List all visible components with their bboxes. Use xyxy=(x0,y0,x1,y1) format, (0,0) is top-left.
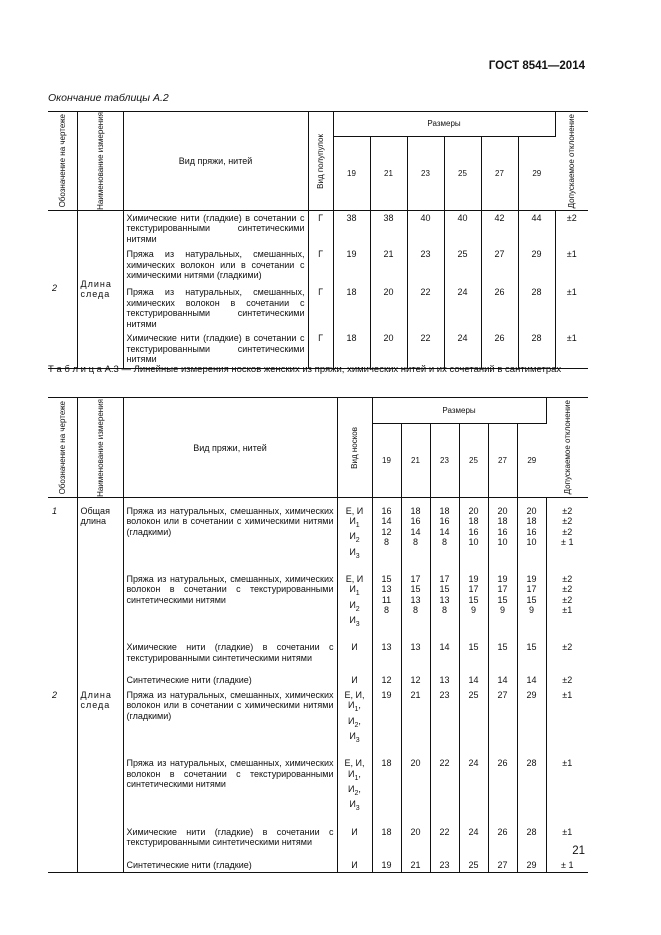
size-value: 16 xyxy=(410,516,421,526)
col-dop-header: Допускаемое отклонение xyxy=(555,112,588,211)
size-value: 16 xyxy=(497,526,508,537)
sock-type: $И_1$ xyxy=(349,516,360,529)
size-value: 18 xyxy=(333,331,370,368)
yarn-type-cell: Химические нити (гладкие) в сочетании с текстурированными синтетическими нитями xyxy=(123,210,308,247)
size-value-cell xyxy=(459,756,488,824)
size-value: 12 xyxy=(381,675,392,686)
size-value-cell xyxy=(430,572,459,640)
size-value: 9 xyxy=(499,605,505,616)
size-value: 17 xyxy=(410,573,421,584)
size-value: 20 xyxy=(410,758,421,769)
size-value: 20 xyxy=(370,285,407,331)
yarn-type-cell: Синтетические нити (гладкие) xyxy=(123,858,337,873)
size-value-cell xyxy=(430,756,459,824)
tolerance-value: ±1 xyxy=(562,689,573,700)
size-value: 19 xyxy=(526,573,537,584)
table-row xyxy=(48,210,588,247)
sock-type-cell xyxy=(337,673,372,688)
sock-type-cell xyxy=(337,858,372,873)
size-header: 25 xyxy=(459,424,488,498)
size-value: 23 xyxy=(407,247,444,285)
yarn-type-cell: Синтетические нити (гладкие) xyxy=(123,673,337,688)
size-value: 15 xyxy=(410,584,421,595)
size-value-cell xyxy=(401,504,430,572)
col-oznach-header: Обозначение на чертеже xyxy=(48,112,77,211)
col-dop-header: Допускаемое отклонение xyxy=(546,398,588,498)
size-value-cell xyxy=(459,504,488,572)
size-value-cell xyxy=(488,640,517,673)
size-value-cell xyxy=(372,688,401,756)
size-header: 23 xyxy=(430,424,459,498)
size-value: 40 xyxy=(407,210,444,247)
size-value: 8 xyxy=(383,537,389,547)
table-row xyxy=(48,331,588,368)
size-value: 10 xyxy=(468,537,479,547)
sock-type: $И_2$, xyxy=(348,715,361,729)
document-code: ГОСТ 8541—2014 xyxy=(488,60,585,72)
sock-type: Е, И xyxy=(345,573,364,584)
tolerance-value: ±2 xyxy=(562,594,573,605)
size-value-cell xyxy=(372,673,401,688)
size-value: 11 xyxy=(381,594,392,605)
size-value: 19 xyxy=(468,573,479,584)
size-value-cell xyxy=(488,673,517,688)
size-value: 8 xyxy=(441,605,447,616)
size-value: 15 xyxy=(468,594,479,605)
size-value: 27 xyxy=(497,859,508,870)
size-value-cell xyxy=(459,572,488,640)
size-value: 20 xyxy=(526,505,537,516)
table-row xyxy=(48,858,588,873)
size-value: 15 xyxy=(468,642,479,653)
size-value-cell xyxy=(488,504,517,572)
size-value: 12 xyxy=(381,526,392,537)
size-value: 26 xyxy=(481,331,518,368)
size-value: 22 xyxy=(407,331,444,368)
sock-type: $И_2$, xyxy=(348,783,361,797)
size-value: 14 xyxy=(497,675,508,686)
polupulok-type-cell: Г xyxy=(308,285,333,331)
table-row xyxy=(48,825,588,858)
size-value-cell xyxy=(488,825,517,858)
tolerance-cell xyxy=(546,858,588,873)
size-header: 27 xyxy=(488,424,517,498)
size-value: 15 xyxy=(439,584,450,595)
size-value: 21 xyxy=(410,859,421,870)
size-value: 21 xyxy=(410,689,421,700)
size-value-cell xyxy=(401,640,430,673)
oznach-cell: 1 xyxy=(48,504,77,688)
tolerance-cell: ±1 xyxy=(566,249,577,260)
size-value: 18 xyxy=(333,285,370,331)
size-value: 15 xyxy=(497,642,508,653)
size-value-cell xyxy=(488,688,517,756)
size-value: 8 xyxy=(441,537,447,547)
size-value: 24 xyxy=(468,758,479,769)
oznach-cell: 2 xyxy=(48,688,77,873)
col-vidtype-header: Вид полупулок xyxy=(308,112,333,211)
tolerance-value: ±1 xyxy=(562,826,573,837)
size-value: 13 xyxy=(381,584,392,595)
sock-type-cell xyxy=(337,688,372,756)
size-value-cell xyxy=(488,858,517,873)
size-value: 16 xyxy=(468,526,479,537)
table2-caption: Т а б л и ц а А.3 — Линейные измерения носков женских из пряжи, химических нитей и их сочетаний в сантиметрах xyxy=(48,364,562,375)
size-value-cell xyxy=(401,572,430,640)
yarn-type-cell: Пряжа из натуральных, смешанных, химических волокон или в сочетании с химическими нитями (гладкими) xyxy=(123,504,337,572)
size-value: 15 xyxy=(497,594,508,605)
tolerance-cell xyxy=(546,640,588,673)
yarn-type-cell: Пряжа из натуральных, смешанных, химических волокон или в сочетании с химическими нитями (гладкими) xyxy=(123,247,308,285)
size-value: 17 xyxy=(439,573,450,584)
size-value: 8 xyxy=(412,537,418,547)
size-value: 28 xyxy=(526,826,537,837)
sock-type-cell xyxy=(337,504,372,572)
size-value: 9 xyxy=(470,605,476,616)
tolerance-value: ±2 xyxy=(562,526,573,537)
size-value: 23 xyxy=(439,859,450,870)
size-header: 25 xyxy=(444,136,481,210)
col-naim-header: Наименование измерения xyxy=(77,398,123,498)
col-vid-header: Вид пряжи, нитей xyxy=(123,398,337,498)
size-header: 19 xyxy=(333,136,370,210)
size-value-cell xyxy=(517,504,546,572)
sock-type: $И_1$, xyxy=(348,768,361,782)
size-value: 20 xyxy=(468,505,479,516)
size-value: 19 xyxy=(497,573,508,584)
col-vidtype-header: Вид носков xyxy=(337,398,372,498)
size-value: 38 xyxy=(333,210,370,247)
sock-type: И xyxy=(351,859,358,870)
tolerance-value: ±2 xyxy=(562,516,573,526)
size-value: 9 xyxy=(529,605,535,616)
size-header: 21 xyxy=(401,424,430,498)
size-value-cell xyxy=(372,756,401,824)
yarn-type-cell: Пряжа из натуральных, смешанных, химических волокон или в сочетании с химическими нитями (гладкими) xyxy=(123,688,337,756)
size-value: 16 xyxy=(381,505,392,516)
size-value-cell xyxy=(488,756,517,824)
sock-type: $И_2$ xyxy=(349,531,360,545)
sock-type: $И_1$ xyxy=(349,584,360,598)
size-value: 27 xyxy=(481,247,518,285)
size-value: 8 xyxy=(412,605,418,616)
size-value: 18 xyxy=(526,516,537,526)
sock-type: И xyxy=(351,826,358,837)
size-value-cell xyxy=(430,504,459,572)
sock-type: Е, И, xyxy=(344,689,365,700)
size-value: 14 xyxy=(381,516,392,526)
size-value-cell xyxy=(372,572,401,640)
size-value-cell xyxy=(372,640,401,673)
col-oznach-header: Обозначение на чертеже xyxy=(48,398,77,498)
size-value: 19 xyxy=(381,689,392,700)
tolerance-value: ±1 xyxy=(562,605,573,616)
name-cell: Длина следа xyxy=(77,210,123,368)
size-value: 20 xyxy=(497,505,508,516)
sock-type: $И_3$ xyxy=(349,799,360,813)
size-value: 24 xyxy=(444,285,481,331)
table-row xyxy=(48,688,588,756)
table-row xyxy=(48,504,588,572)
sizes-header: Размеры xyxy=(333,112,555,137)
size-header: 29 xyxy=(517,424,546,498)
size-value-cell xyxy=(459,858,488,873)
size-value: 20 xyxy=(370,331,407,368)
sock-type: Е, И, xyxy=(344,758,365,769)
sock-type: $И_3$ xyxy=(349,546,360,560)
size-value: 27 xyxy=(497,689,508,700)
size-value: 18 xyxy=(497,516,508,526)
size-value: 28 xyxy=(518,285,555,331)
tolerance-cell xyxy=(546,673,588,688)
size-value-cell xyxy=(372,825,401,858)
tolerance-value: ±2 xyxy=(562,584,573,595)
size-header: 23 xyxy=(407,136,444,210)
sock-type-cell xyxy=(337,640,372,673)
size-value: 18 xyxy=(468,516,479,526)
size-value: 13 xyxy=(381,642,392,653)
size-value-cell xyxy=(430,858,459,873)
table-row xyxy=(48,247,588,285)
yarn-type-cell: Пряжа из натуральных, смешанных, химических волокон в сочетании с текстурированными синтетическими нитями xyxy=(123,572,337,640)
size-value: 14 xyxy=(410,526,421,537)
size-value: 10 xyxy=(497,537,508,547)
sock-type: Е, И xyxy=(345,505,364,516)
table-a3 xyxy=(48,397,588,873)
size-value: 15 xyxy=(526,642,537,653)
size-value-cell xyxy=(517,825,546,858)
size-value: 13 xyxy=(410,594,421,605)
sock-type-cell xyxy=(337,756,372,824)
size-value-cell xyxy=(401,825,430,858)
name-cell: Длина следа xyxy=(77,688,123,873)
sock-type: И xyxy=(351,642,358,653)
size-value: 42 xyxy=(481,210,518,247)
size-value: 29 xyxy=(526,689,537,700)
col-naim-header: Наименование измерения xyxy=(77,112,123,211)
size-value: 25 xyxy=(468,859,479,870)
size-value-cell xyxy=(517,688,546,756)
table-row xyxy=(48,572,588,640)
tolerance-value: ±2 xyxy=(562,505,573,516)
size-header: 19 xyxy=(372,424,401,498)
size-value: 17 xyxy=(468,584,479,595)
tolerance-value: ±2 xyxy=(562,573,573,584)
page-number: 21 xyxy=(572,845,585,857)
size-value: 12 xyxy=(410,675,421,686)
size-value: 14 xyxy=(526,675,537,686)
size-value-cell xyxy=(430,673,459,688)
size-value: 18 xyxy=(381,826,392,837)
size-header: 21 xyxy=(370,136,407,210)
size-value-cell xyxy=(459,640,488,673)
size-value: 40 xyxy=(444,210,481,247)
size-value: 18 xyxy=(410,505,421,516)
size-value-cell xyxy=(517,640,546,673)
tolerance-value: ± 1 xyxy=(561,859,574,870)
yarn-type-cell: Химические нити (гладкие) в сочетании с текстурированными синтетическими нитями xyxy=(123,640,337,673)
size-value: 29 xyxy=(526,859,537,870)
tolerance-value: ± 1 xyxy=(561,537,574,547)
size-value-cell xyxy=(372,858,401,873)
tolerance-cell: ±1 xyxy=(566,333,577,344)
size-value: 17 xyxy=(497,584,508,595)
size-value: 14 xyxy=(439,642,450,653)
size-value: 26 xyxy=(497,826,508,837)
size-value: 15 xyxy=(381,573,392,584)
polupulok-type-cell: Г xyxy=(308,210,333,247)
table-row xyxy=(48,673,588,688)
size-value: 8 xyxy=(383,605,389,616)
sizes-header: Размеры xyxy=(372,398,546,424)
size-value: 19 xyxy=(381,859,392,870)
size-value-cell xyxy=(430,688,459,756)
size-value: 13 xyxy=(439,594,450,605)
col-vid-header: Вид пряжи, нитей xyxy=(123,112,308,211)
table-row xyxy=(48,756,588,824)
size-value: 20 xyxy=(410,826,421,837)
size-value: 22 xyxy=(407,285,444,331)
size-value-cell xyxy=(401,688,430,756)
name-cell: Общая длина xyxy=(77,504,123,688)
table1-caption: Окончание таблицы А.2 xyxy=(48,92,169,104)
sock-type: $И_3$ xyxy=(349,730,360,744)
size-value: 17 xyxy=(526,584,537,595)
tolerance-cell xyxy=(546,572,588,640)
size-value-cell xyxy=(517,756,546,824)
size-value: 22 xyxy=(439,758,450,769)
size-value: 25 xyxy=(444,247,481,285)
tolerance-cell xyxy=(546,504,588,572)
polupulok-type-cell: Г xyxy=(308,331,333,368)
yarn-type-cell: Химические нити (гладкие) в сочетании с текстурированными синтетическими нитями xyxy=(123,331,308,368)
size-value: 23 xyxy=(439,689,450,700)
tolerance-cell xyxy=(546,688,588,756)
size-value: 24 xyxy=(468,826,479,837)
yarn-type-cell: Химические нити (гладкие) в сочетании с текстурированными синтетическими нитями xyxy=(123,825,337,858)
sock-type: И xyxy=(351,675,358,686)
size-value: 26 xyxy=(497,758,508,769)
tolerance-cell xyxy=(546,756,588,824)
size-value-cell xyxy=(459,673,488,688)
size-value-cell xyxy=(517,572,546,640)
size-value: 29 xyxy=(518,247,555,285)
size-value: 13 xyxy=(410,642,421,653)
size-value: 28 xyxy=(526,758,537,769)
sock-type: $И_3$ xyxy=(349,614,360,628)
size-value: 19 xyxy=(333,247,370,285)
size-value: 16 xyxy=(526,526,537,537)
sock-type: $И_2$ xyxy=(349,599,360,613)
size-value: 21 xyxy=(370,247,407,285)
sock-type-cell xyxy=(337,572,372,640)
size-value: 14 xyxy=(439,526,450,537)
size-value: 13 xyxy=(439,675,450,686)
table-row xyxy=(48,640,588,673)
size-value: 26 xyxy=(481,285,518,331)
size-value-cell xyxy=(488,572,517,640)
oznach-cell: 2 xyxy=(48,210,77,368)
size-value-cell xyxy=(517,673,546,688)
tolerance-value: ±2 xyxy=(562,642,573,653)
sock-type: $И_1$, xyxy=(348,700,361,714)
size-value: 25 xyxy=(468,689,479,700)
polupulok-type-cell: Г xyxy=(308,247,333,285)
size-header: 29 xyxy=(518,136,555,210)
tolerance-cell: ±2 xyxy=(566,212,577,223)
table-a2-end xyxy=(48,111,588,369)
size-header: 27 xyxy=(481,136,518,210)
size-value: 14 xyxy=(468,675,479,686)
size-value: 44 xyxy=(518,210,555,247)
size-value: 10 xyxy=(526,537,537,547)
size-value: 28 xyxy=(518,331,555,368)
size-value-cell xyxy=(401,673,430,688)
tolerance-value: ±1 xyxy=(562,758,573,769)
tolerance-value: ±2 xyxy=(562,675,573,686)
size-value-cell xyxy=(430,640,459,673)
size-value: 24 xyxy=(444,331,481,368)
yarn-type-cell: Пряжа из натуральных, смешанных, химических волокон в сочетании с текстурированными синтетическими нитями xyxy=(123,756,337,824)
size-value-cell xyxy=(430,825,459,858)
size-value: 18 xyxy=(381,758,392,769)
yarn-type-cell: Пряжа из натуральных, смешанных, химических волокон в сочетании с текстурированными синтетическими нитями xyxy=(123,285,308,331)
size-value: 22 xyxy=(439,826,450,837)
size-value: 15 xyxy=(526,594,537,605)
size-value-cell xyxy=(401,858,430,873)
tolerance-cell: ±1 xyxy=(566,287,577,298)
size-value-cell xyxy=(372,504,401,572)
size-value-cell xyxy=(517,858,546,873)
size-value-cell xyxy=(459,825,488,858)
size-value-cell xyxy=(459,688,488,756)
size-value: 38 xyxy=(370,210,407,247)
size-value: 16 xyxy=(439,516,450,526)
size-value: 18 xyxy=(439,505,450,516)
sock-type-cell xyxy=(337,825,372,858)
table-row xyxy=(48,285,588,331)
size-value-cell xyxy=(401,756,430,824)
